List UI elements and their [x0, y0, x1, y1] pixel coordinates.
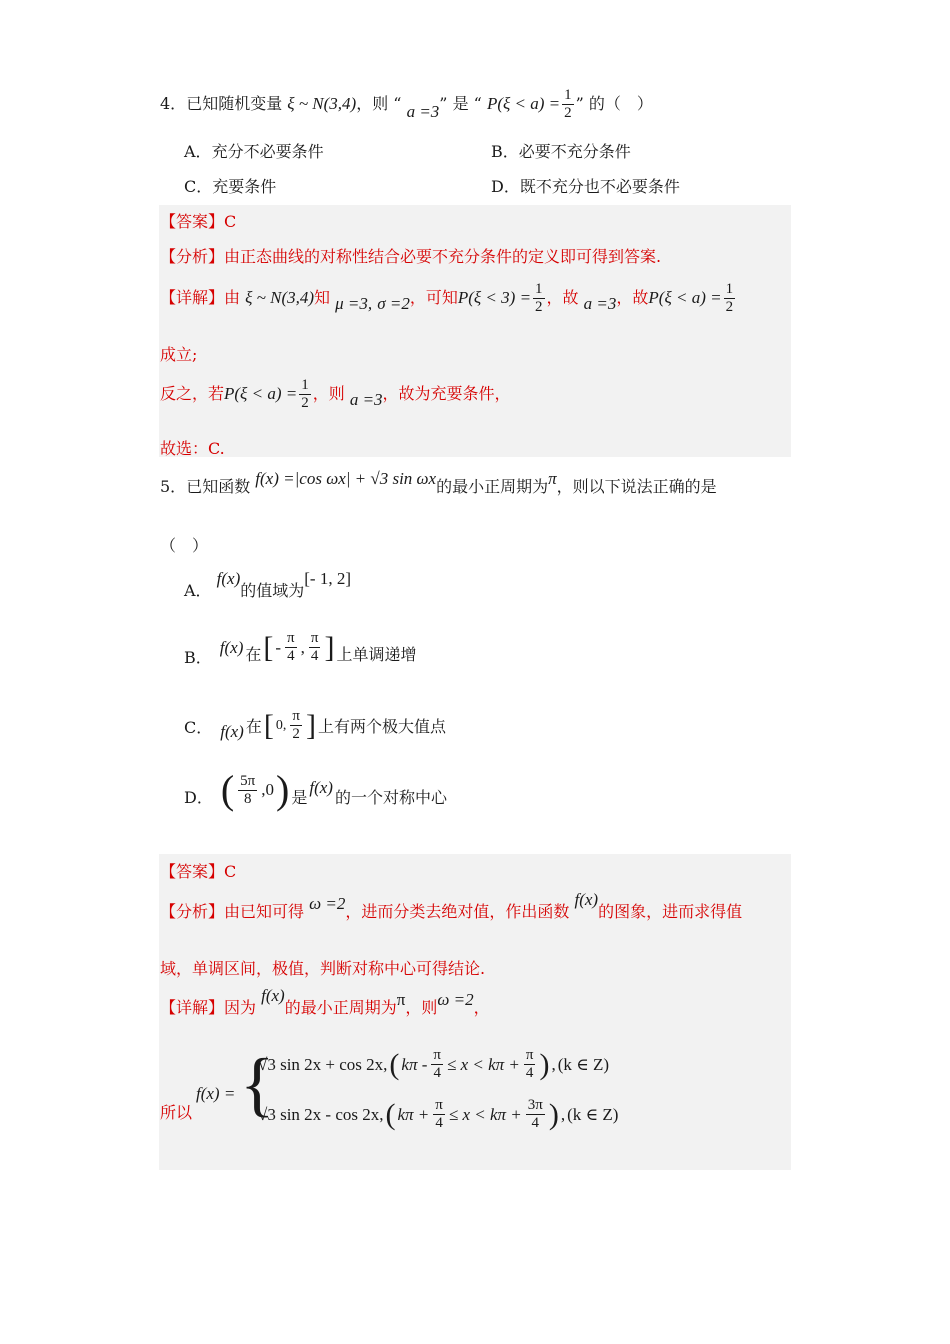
q4-conclusion: 故选：C. [160, 439, 225, 458]
left-bracket-icon: [ [263, 708, 274, 742]
detail-text: ，故 [546, 288, 579, 307]
detail-p3: P(ξ < 3) = [457, 288, 532, 307]
case-expr: √3 sin 2x + cos 2x, [258, 1054, 388, 1074]
q4-option-b-label: B． [491, 142, 519, 161]
piecewise-prefix: 所以 [160, 1103, 193, 1122]
q4-number: 4． [160, 94, 187, 113]
option-text: 上有两个极大值点 [317, 717, 446, 736]
right-bracket-icon: ] [324, 630, 335, 664]
option-label: A． [184, 581, 212, 600]
right-paren-icon: ) [539, 1047, 550, 1081]
q4-stem-a: 已知随机变量 [186, 94, 283, 113]
detail-sigma: σ =2 [377, 294, 410, 313]
detail-text: ，则 [405, 998, 438, 1017]
right-bracket-icon: ] [305, 708, 316, 742]
detail-frac-1 [533, 282, 545, 315]
piecewise-case-2 [258, 1098, 618, 1131]
frac-numerator: 1 [564, 87, 572, 103]
q5-answer [160, 859, 236, 882]
detail-pi: π [396, 990, 406, 1009]
option-text: 在 [245, 717, 262, 736]
frac-denominator: 8 [243, 790, 252, 807]
frac-numerator: π [433, 1047, 441, 1063]
case-frac [526, 1098, 545, 1131]
q5-paren: （ ） [160, 536, 209, 555]
q5-period: π [548, 469, 557, 488]
frac-denominator: 2 [301, 395, 309, 411]
option-sign: - [275, 637, 282, 657]
detail-frac-2 [724, 282, 736, 315]
frac-numerator: π [525, 1047, 534, 1063]
comma-icon: , [560, 1104, 566, 1124]
detail-text: ，故 [616, 288, 649, 307]
analysis-tag: 【分析】 [160, 247, 225, 266]
detail-tag: 【详解】 [160, 998, 225, 1017]
case-frac [524, 1048, 536, 1081]
option-text: 是 [291, 787, 308, 807]
q4-option-c-text: 充要条件 [212, 177, 277, 196]
right-paren-icon: ) [276, 767, 290, 812]
detail-text: 的最小正周期为 [284, 998, 397, 1017]
comma-icon: , [551, 1054, 556, 1074]
detail-f: f(x) [261, 986, 285, 1005]
right-paren-icon: ) [548, 1097, 559, 1131]
q5-option-a [184, 566, 351, 600]
detail-var: ξ ~ N(3,4) [245, 288, 315, 307]
frac-denominator: 4 [531, 1115, 540, 1131]
converse-frac [299, 378, 311, 411]
frac-denominator: 2 [564, 105, 572, 121]
case-lo: kπ - [401, 1054, 428, 1074]
frac-numerator: 1 [301, 377, 309, 393]
option-label: B． [184, 648, 212, 667]
q4-option-a-text: 充分不必要条件 [211, 142, 324, 161]
left-bracket-icon: [ [263, 630, 274, 664]
converse-text: 反之，若 [160, 384, 225, 403]
q4-cond-a: a =3 [406, 102, 440, 121]
piecewise-f: f(x) = [196, 1084, 236, 1103]
option-f: f(x) [309, 778, 333, 797]
answer-tag: 【答案】 [160, 862, 225, 881]
q5-detail [160, 986, 490, 1023]
frac-numerator: π [435, 1097, 443, 1113]
detail-text: 因为 [224, 998, 257, 1017]
option-text: 的一个对称中心 [334, 787, 447, 807]
option-text: 上单调递增 [336, 645, 417, 664]
q5-option-c [184, 709, 446, 742]
detail-mu: μ =3, [335, 294, 373, 313]
detail-text: 知 [314, 288, 331, 307]
q4-answer [160, 209, 236, 232]
left-paren-icon: ( [389, 1047, 400, 1081]
case-mid: ≤ x < kπ + [448, 1104, 522, 1124]
q4-option-b-text: 必要不充分条件 [518, 142, 631, 161]
frac-denominator: 2 [535, 299, 543, 315]
q4-option-c [184, 174, 276, 197]
option-zero: 0, [275, 717, 287, 733]
frac-denominator: 4 [435, 1115, 443, 1131]
answer-tag: 【答案】 [160, 212, 225, 231]
q4-detail [160, 282, 737, 315]
detail-pa: P(ξ < a) = [648, 288, 722, 307]
q4-cond-b: P(ξ < a) = [486, 94, 561, 113]
analysis-tag: 【分析】 [160, 902, 225, 921]
option-zero: ,0 [261, 780, 274, 799]
q5-stem-a: 已知函数 [186, 477, 251, 496]
piecewise-case-1 [258, 1048, 609, 1081]
analysis-text: 由正态曲线的对称性结合必要不充分条件的定义即可得到答案. [224, 247, 662, 266]
detail-text: ，可知 [409, 288, 458, 307]
option-f: f(x) [220, 721, 244, 741]
option-range: [- 1, 2] [304, 569, 351, 588]
converse-a: a =3 [349, 390, 383, 409]
frac-numerator: π [287, 630, 295, 646]
q5-stem-c: ，则以下说法正确的是 [556, 477, 717, 496]
frac-numerator: 1 [725, 281, 734, 297]
left-brace-icon: { [240, 1044, 275, 1124]
q4-solution-box [159, 205, 791, 457]
comma-icon: , [300, 637, 305, 657]
converse-text: ，故为充要条件， [382, 384, 511, 403]
frac-denominator: 2 [292, 726, 300, 742]
case-expr: √3 sin 2x - cos 2x, [258, 1104, 384, 1124]
case-frac [433, 1098, 445, 1131]
detail-tag: 【详解】 [160, 288, 225, 307]
q5-option-b [184, 627, 416, 668]
detail-a3: a =3 [583, 294, 617, 313]
frac-denominator: 4 [310, 648, 319, 664]
q4-detail-cont: 成立; [160, 345, 198, 364]
q4-option-a-label: A． [184, 142, 212, 161]
frac-denominator: 4 [525, 1065, 534, 1081]
q5-analysis [160, 890, 743, 927]
detail-text: 由 [224, 288, 241, 307]
case-lo: kπ + [397, 1104, 430, 1124]
analysis-text: 的图象，进而求得值 [598, 902, 743, 921]
q4-option-a [184, 139, 324, 162]
q4-cond-b-frac [562, 88, 574, 121]
detail-omega: ω =2 [437, 990, 474, 1009]
frac-numerator: 3π [527, 1097, 543, 1113]
option-text: 在 [245, 645, 262, 664]
left-paren-icon: ( [385, 1097, 396, 1131]
frac-numerator: 1 [535, 281, 543, 297]
analysis-f: f(x) [574, 890, 599, 909]
q4-option-c-label: C． [184, 177, 213, 196]
analysis-text: ，进而分类去绝对值，作出函数 [345, 902, 570, 921]
option-label: D． [184, 787, 213, 807]
q4-converse [160, 378, 511, 411]
frac-numerator: 5π [240, 772, 256, 789]
option-frac [238, 774, 257, 807]
frac-numerator: π [310, 630, 319, 646]
q4-stem-c: ” 是 “ [439, 94, 482, 113]
detail-text: ， [473, 998, 490, 1017]
option-text: 的值域为 [240, 581, 305, 600]
answer-value: C [224, 212, 237, 231]
case-k: (k ∈ Z) [557, 1054, 609, 1074]
option-frac-hi [309, 631, 321, 664]
option-frac [290, 709, 302, 742]
analysis-omega: ω =2 [309, 894, 346, 913]
left-paren-icon: ( [220, 767, 235, 812]
q4-option-b [491, 139, 631, 162]
q4-stem [160, 88, 653, 121]
frac-denominator: 4 [433, 1065, 441, 1081]
analysis-text: 由已知可得 [224, 902, 305, 921]
converse-text: ，则 [312, 384, 345, 403]
case-k: (k ∈ Z) [567, 1104, 619, 1124]
q5-func: f(x) =|cos ωx| + √3 sin ωx [255, 469, 437, 488]
case-frac [431, 1048, 443, 1081]
option-f: f(x) [219, 637, 244, 657]
q5-stem-b: 的最小正周期为 [436, 477, 549, 496]
case-mid: ≤ x < kπ + [446, 1054, 520, 1074]
frac-denominator: 4 [287, 648, 295, 664]
converse-p: P(ξ < a) = [224, 384, 298, 403]
answer-value: C [224, 862, 237, 881]
q4-stem-d: ” 的（ ） [575, 94, 653, 113]
q4-option-d-text: 既不充分也不必要条件 [519, 177, 680, 196]
q5-analysis-cont: 域，单调区间，极值，判断对称中心可得结论. [160, 959, 486, 978]
option-label: C． [184, 718, 213, 737]
option-f: f(x) [216, 569, 241, 588]
frac-denominator: 2 [725, 299, 734, 315]
option-frac-lo [285, 631, 297, 664]
q5-stem [160, 469, 717, 502]
q4-analysis [160, 244, 661, 267]
q4-stem-b: ，则 “ [356, 94, 402, 113]
frac-numerator: π [292, 708, 300, 724]
q4-option-d [491, 174, 680, 197]
q4-option-d-label: D． [491, 177, 520, 196]
q4-stem-var: ξ ~ N(3,4) [287, 94, 357, 113]
q5-number: 5． [160, 477, 187, 496]
q5-option-d [184, 767, 447, 812]
